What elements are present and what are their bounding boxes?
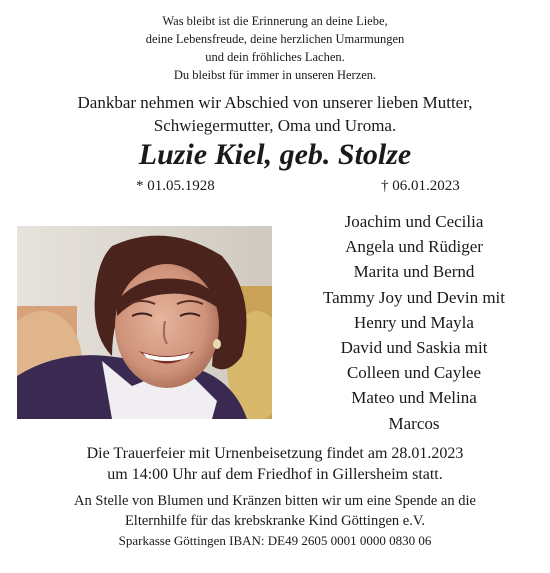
ceremony-line: um 14:00 Uhr auf dem Friedhof in Gillersheim statt. bbox=[107, 466, 443, 483]
ceremony-line: Die Trauerfeier mit Urnenbeisetzung findet am 28.01.2023 bbox=[86, 445, 464, 462]
intro-line: Schwiegermutter, Oma und Uroma. bbox=[153, 116, 397, 135]
poem-line: deine Lebensfreude, deine herzlichen Umarmungen bbox=[145, 32, 405, 46]
poem-line: und dein fröhliches Lachen. bbox=[205, 50, 345, 64]
death-date: † 06.01.2023 bbox=[381, 178, 460, 194]
farewell-intro bbox=[0, 91, 550, 137]
birth-date: * 01.05.1928 bbox=[136, 178, 215, 194]
mourner-entry: Tammy Joy und Devin mit bbox=[322, 287, 506, 307]
mourner-entry: Henry und Mayla bbox=[354, 312, 474, 332]
donation-request bbox=[0, 491, 550, 531]
ceremony-info bbox=[0, 443, 550, 485]
mourner-entry: David und Saskia mit bbox=[340, 338, 488, 358]
bank-details: Sparkasse Göttingen IBAN: DE49 2605 0001 0000 0830 06 bbox=[118, 533, 432, 548]
mourner-entry: Angela und Rüdiger bbox=[345, 237, 483, 257]
deceased-name: Luzie Kiel, geb. Stolze bbox=[138, 138, 412, 171]
mourners-list bbox=[278, 209, 550, 436]
mourner-entry: Mateo und Melina bbox=[351, 388, 477, 408]
portrait-illustration bbox=[17, 226, 272, 419]
intro-line: Dankbar nehmen wir Abschied von unserer lieben Mutter, bbox=[77, 93, 473, 112]
mourner-entry: Joachim und Cecilia bbox=[344, 212, 484, 231]
memorial-poem bbox=[0, 12, 550, 84]
donation-line: Elternhilfe für das krebskranke Kind Göttingen e.V. bbox=[124, 513, 426, 529]
donation-line: An Stelle von Blumen und Kränzen bitten wir um eine Spende an die bbox=[74, 493, 476, 509]
poem-line: Was bleibt ist die Erinnerung an deine Liebe, bbox=[162, 14, 388, 28]
mourner-entry: Marcos bbox=[388, 413, 440, 433]
mourner-entry: Marita und Bernd bbox=[353, 262, 475, 282]
mourner-entry: Colleen und Caylee bbox=[346, 363, 482, 383]
poem-line: Du bleibst für immer in unseren Herzen. bbox=[173, 68, 377, 82]
portrait-photo bbox=[17, 226, 272, 419]
